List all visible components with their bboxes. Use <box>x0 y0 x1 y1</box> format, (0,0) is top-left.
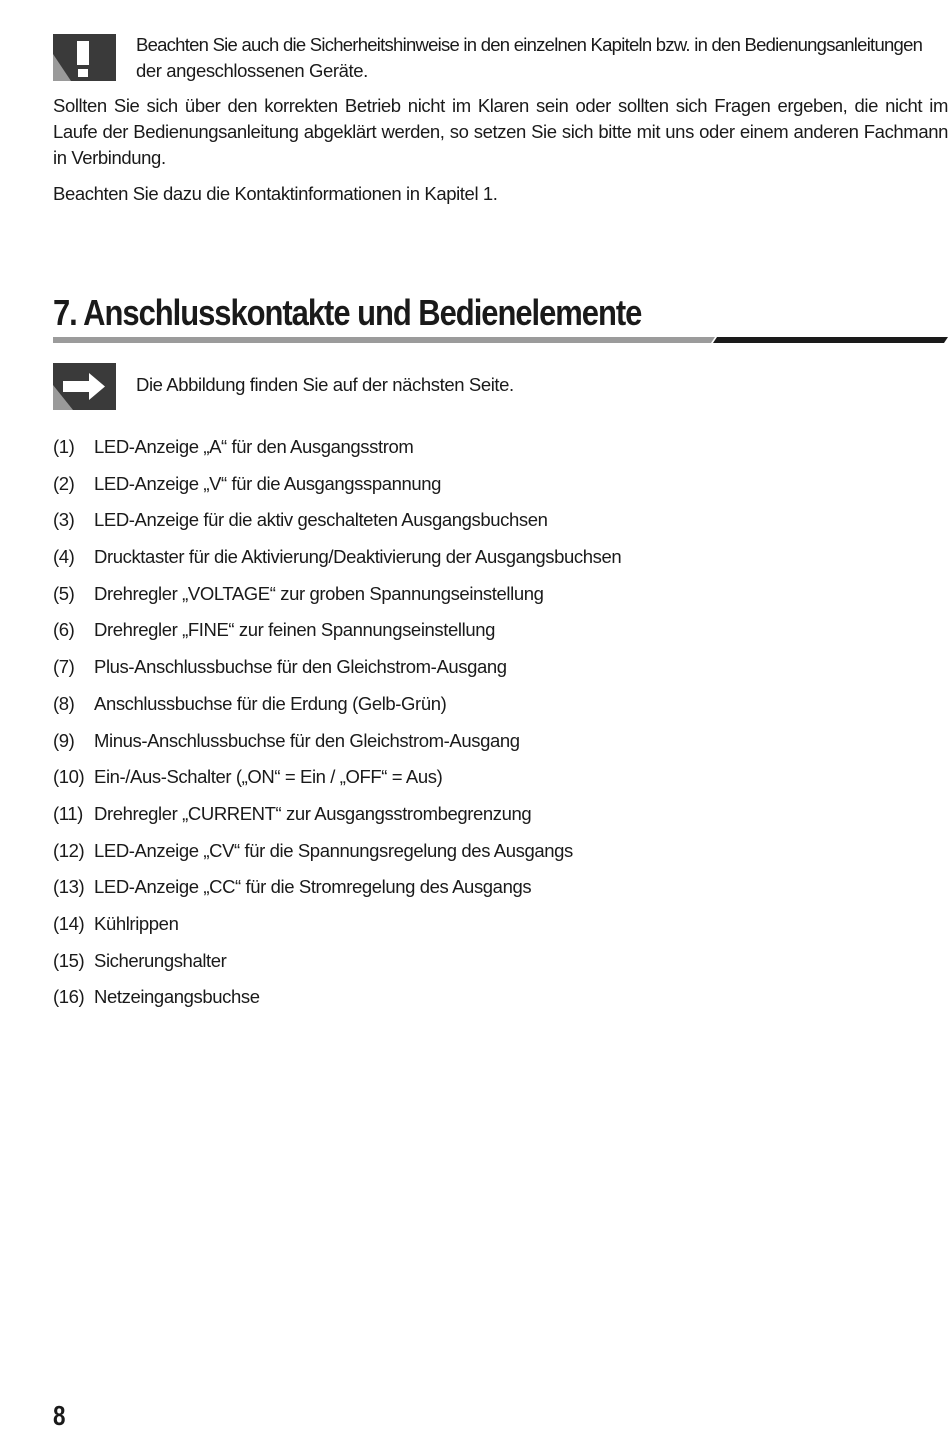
list-item-number: (2) <box>53 472 75 494</box>
list-item-text: Drehregler „FINE“ zur feinen Spannungseinstellung <box>94 619 495 641</box>
chapter-rule <box>53 336 948 344</box>
list-item-text: LED-Anzeige „CC“ für die Stromregelung des Ausgangs <box>94 876 532 898</box>
list-item-text: LED-Anzeige für die aktiv geschalteten Ausgangsbuchsen <box>94 509 548 531</box>
list-item-number: (3) <box>53 509 75 531</box>
list-item-text: LED-Anzeige „CV“ für die Spannungsregelung des Ausgangs <box>94 839 573 861</box>
list-item-text: LED-Anzeige „A“ für den Ausgangsstrom <box>94 436 414 457</box>
notice-text-line2: der angeschlossenen Geräte. <box>136 60 368 81</box>
list-item-number: (11) <box>53 802 83 824</box>
list-item-number: (4) <box>53 546 75 568</box>
hint-text: Die Abbildung finden Sie auf der nächsten Seite. <box>136 374 514 395</box>
list-item-text: Sicherungshalter <box>94 949 227 971</box>
support-paragraph: Sollten Sie sich über den korrekten Betrieb nicht im Klaren sein oder sollten sich Fragen ergeben, die nicht im Laufe der Bedienungsanleitung abgeklärt werden, so setzen Sie sich bitte mit uns oder einem anderen Fachmann in Verbindung. <box>53 95 948 168</box>
list-item-text: Plus-Anschlussbuchse für den Gleichstrom-Ausgang <box>94 656 507 678</box>
notice-text-line1: Beachten Sie auch die Sicherheitshinweise in den einzelnen Kapiteln bzw. in den Bedienungsanleitungen <box>136 34 923 55</box>
list-item-number: (12) <box>53 839 85 861</box>
arrow-right-icon <box>53 363 116 410</box>
list-item-number: (16) <box>53 986 85 1008</box>
list-item-number: (5) <box>53 582 75 604</box>
list-item-number: (6) <box>53 619 75 641</box>
list-item-text: Drehregler „VOLTAGE“ zur groben Spannungseinstellung <box>94 582 544 604</box>
notice-text <box>136 32 948 84</box>
contact-paragraph: Beachten Sie dazu die Kontaktinformationen in Kapitel 1. <box>53 183 498 204</box>
list-item-text: LED-Anzeige „V“ für die Ausgangsspannung <box>94 472 442 494</box>
chapter-title: 7. Anschlusskontakte und Bedienelemente <box>53 292 642 333</box>
list-item-number: (15) <box>53 949 85 971</box>
list-item-text: Drehregler „CURRENT“ zur Ausgangsstrombegrenzung <box>94 802 532 824</box>
list-item-text: Kühlrippen <box>94 912 179 934</box>
list-item-number: (13) <box>53 876 85 898</box>
list-item-text: Netzeingangsbuchse <box>94 986 260 1008</box>
list-item-number: (9) <box>53 729 75 751</box>
exclamation-icon <box>53 34 116 81</box>
list-item-number: (1) <box>53 436 75 457</box>
page-number: 8 <box>53 1400 66 1431</box>
list-item-text: Anschlussbuchse für die Erdung (Gelb-Grün) <box>94 692 447 714</box>
list-item-number: (14) <box>53 912 85 934</box>
list-item-text: Minus-Anschlussbuchse für den Gleichstrom-Ausgang <box>94 729 520 751</box>
list-item-number: (7) <box>53 656 75 678</box>
list-item-text: Ein-/Aus-Schalter („ON“ = Ein / „OFF“ = Aus) <box>94 766 443 788</box>
list-item-text: Drucktaster für die Aktivierung/Deaktivierung der Ausgangsbuchsen <box>94 546 622 568</box>
list-item-number: (10) <box>53 766 85 788</box>
list-item-number: (8) <box>53 692 75 714</box>
